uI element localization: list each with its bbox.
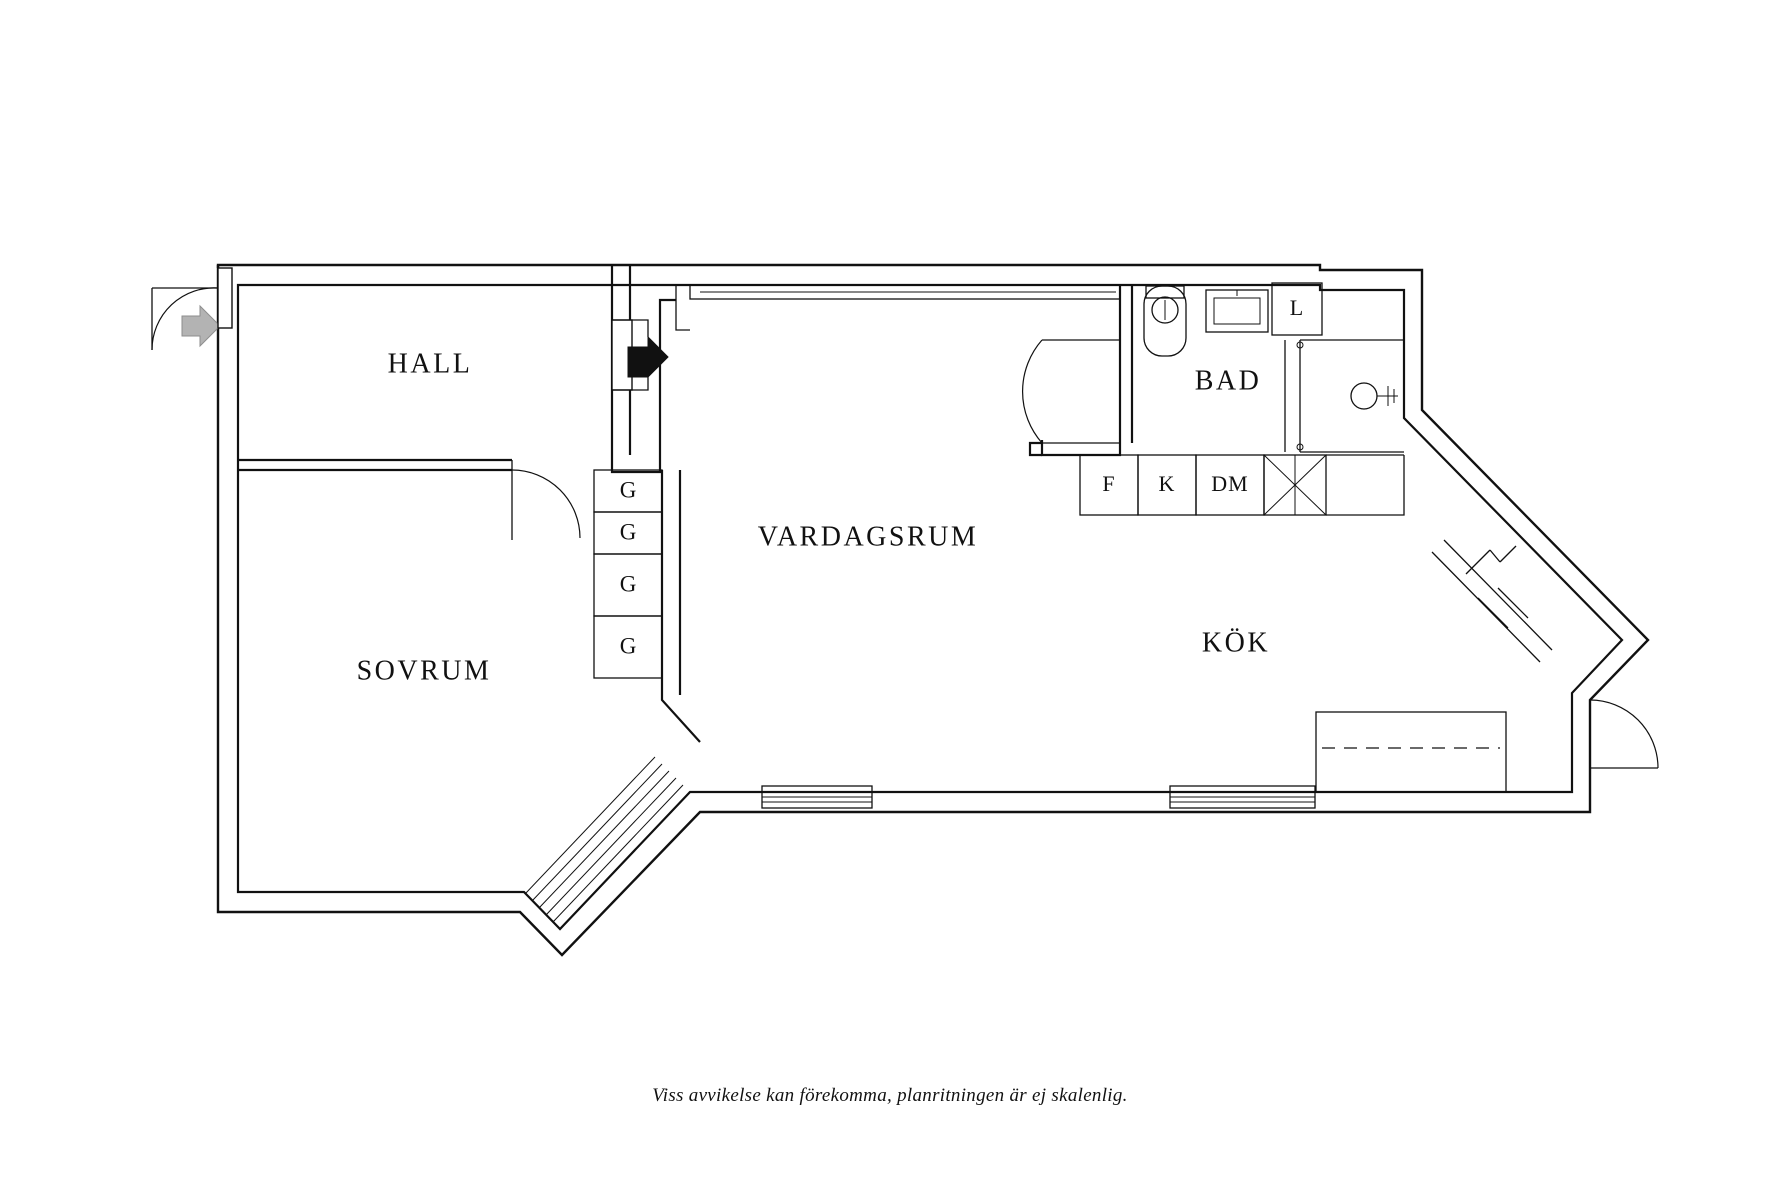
appliance-label-freezer: F [1102, 471, 1116, 497]
bathroom-door[interactable] [1023, 340, 1120, 443]
window-south-right [1170, 786, 1315, 808]
closet-label-1: G [619, 477, 637, 503]
entrance-door[interactable] [152, 265, 232, 350]
room-label-kok: KÖK [1201, 627, 1271, 659]
laundry-label: L [1289, 295, 1305, 321]
closet-block [594, 470, 700, 742]
plan-disclaimer: Viss avvikelse kan förekomma, planritningen är ej skalenlig. [652, 1085, 1128, 1106]
laundry-box [1272, 283, 1322, 335]
balcony-door[interactable] [1590, 700, 1658, 768]
room-label-bad: BAD [1194, 365, 1262, 397]
kitchen-appliance-row [1080, 455, 1404, 515]
room-label-vardagsrum: VARDAGSRUM [757, 521, 979, 553]
stove-fixture [1264, 455, 1326, 515]
closet-label-4: G [619, 633, 637, 659]
kitchen-counter [1316, 712, 1506, 792]
toilet-fixture [1144, 286, 1186, 356]
closet-label-3: G [619, 571, 637, 597]
closet-label-2: G [619, 519, 637, 545]
appliance-label-fridge: K [1158, 471, 1176, 497]
window-kitchen-angled [1432, 540, 1552, 662]
shower-fixture [1297, 342, 1398, 450]
bathroom-sink-fixture [1206, 290, 1268, 332]
room-label-hall: HALL [387, 348, 473, 380]
entrance-door-arrow [182, 306, 220, 346]
window-south-left [762, 786, 872, 808]
room-label-sovrum: SOVRUM [356, 655, 492, 687]
bedroom-door[interactable] [512, 460, 580, 540]
hall-door-arrow [628, 337, 668, 377]
appliance-label-dishwasher: DM [1211, 471, 1249, 497]
window-bedroom-angled [525, 757, 690, 929]
